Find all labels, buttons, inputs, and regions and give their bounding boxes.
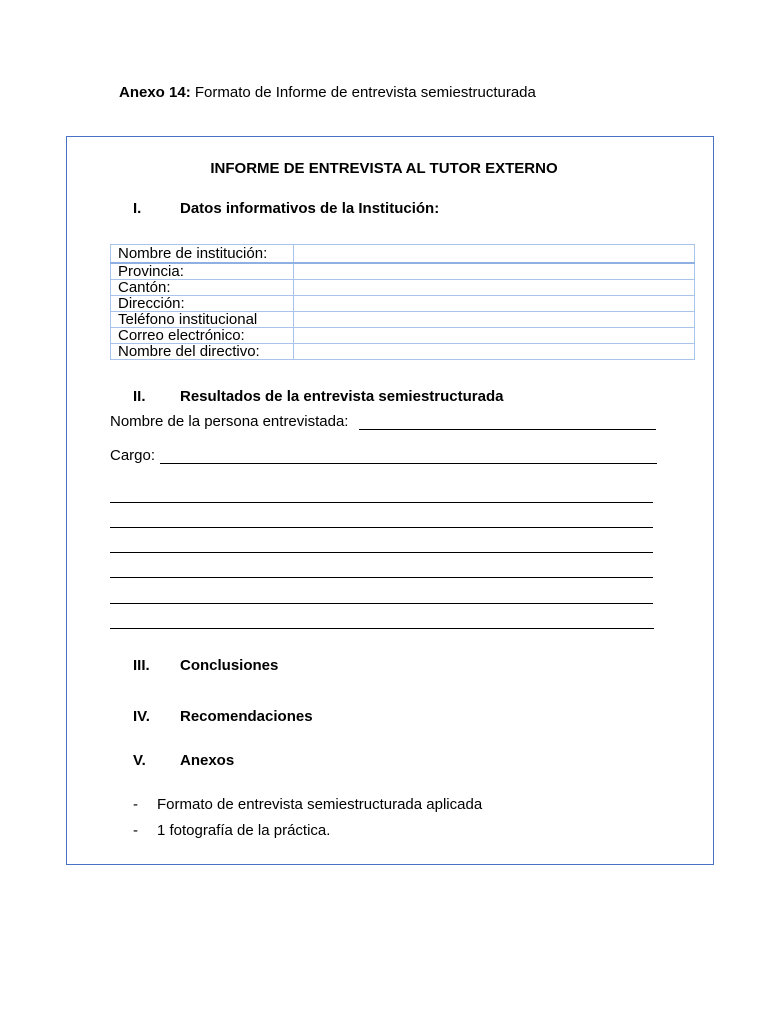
annex-item-text: 1 fotografía de la práctica. [157, 822, 331, 839]
section-5-number: V. [133, 752, 146, 769]
annex-item-text: Formato de entrevista semiestructurada aplicada [157, 796, 483, 813]
answer-line[interactable] [110, 577, 653, 578]
interviewee-field [110, 413, 348, 430]
section-5-title: Anexos [180, 752, 235, 769]
row-label: Teléfono institucional [111, 312, 294, 328]
institution-info-table [110, 244, 695, 360]
annex-label: Anexo 14: [119, 84, 191, 101]
section-3-title: Conclusiones [180, 657, 279, 674]
row-value[interactable] [294, 245, 695, 264]
row-value[interactable] [294, 312, 695, 328]
table-row [111, 280, 695, 296]
table-row [111, 328, 695, 344]
interviewee-line[interactable] [359, 413, 656, 430]
row-value[interactable] [294, 328, 695, 344]
row-label: Nombre del directivo: [111, 344, 294, 360]
answer-line[interactable] [110, 502, 653, 503]
section-3-number: III. [133, 657, 150, 674]
row-label: Provincia: [111, 263, 294, 280]
table-row [111, 296, 695, 312]
row-label: Dirección: [111, 296, 294, 312]
section-4-title: Recomendaciones [180, 708, 313, 725]
row-value[interactable] [294, 280, 695, 296]
annex-title [119, 84, 536, 101]
table-row [111, 312, 695, 328]
row-label: Cantón: [111, 280, 294, 296]
section-4-number: IV. [133, 708, 150, 725]
answer-line[interactable] [110, 628, 654, 629]
annex-text: Formato de Informe de entrevista semiestructurada [190, 84, 536, 101]
answer-line[interactable] [110, 527, 653, 528]
row-label: Correo electrónico: [111, 328, 294, 344]
table-row [111, 344, 695, 360]
section-2-number: II. [133, 388, 146, 405]
bullet-dash: - [133, 822, 138, 839]
row-label: Nombre de institución: [111, 245, 294, 264]
interviewee-label: Nombre de la persona entrevistada: [110, 413, 349, 430]
section-1-title: Datos informativos de la Institución: [180, 200, 440, 217]
section-1-number: I. [133, 200, 142, 217]
report-title: INFORME DE ENTREVISTA AL TUTOR EXTERNO [210, 160, 558, 177]
row-value[interactable] [294, 263, 695, 280]
bullet-dash: - [133, 796, 138, 813]
answer-line[interactable] [110, 603, 653, 604]
table-row [111, 245, 695, 264]
answer-line[interactable] [110, 552, 653, 553]
position-line[interactable] [160, 447, 657, 464]
section-2-title: Resultados de la entrevista semiestructurada [180, 388, 504, 405]
row-value[interactable] [294, 296, 695, 312]
table-row [111, 263, 695, 280]
position-label: Cargo: [110, 447, 156, 464]
position-field [110, 447, 155, 464]
row-value[interactable] [294, 344, 695, 360]
